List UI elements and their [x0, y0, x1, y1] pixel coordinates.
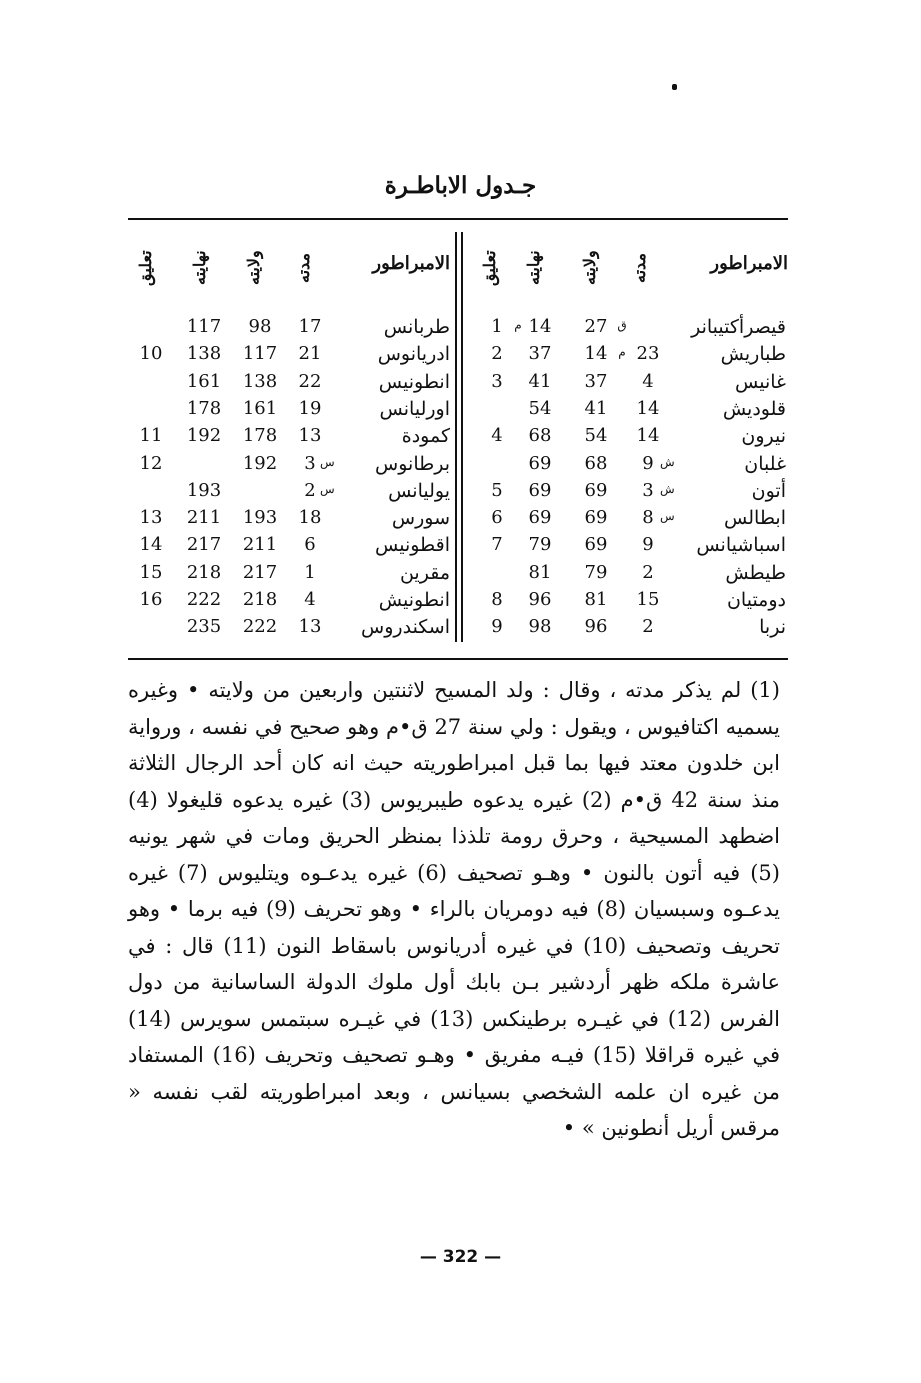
cell-accession: 81 [584, 589, 608, 610]
cell-duration: 13 [298, 425, 322, 447]
header-note: تعليق [136, 250, 155, 286]
cell-duration: 4 [642, 370, 654, 392]
cell-end: 41 [528, 370, 552, 392]
cell-end: 161 [186, 370, 222, 392]
cell-note: 10 [139, 343, 163, 365]
cell-end: 54 [528, 397, 552, 419]
cell-accession-suffix: ق [617, 318, 627, 332]
header-duration: مدته [294, 253, 313, 283]
header-end: نهايته [190, 250, 209, 286]
cell-emperor: طيطش [725, 561, 786, 584]
table-row [464, 534, 788, 561]
table-row [128, 371, 453, 398]
page-number: — 322 — [419, 1247, 502, 1267]
cell-duration: 14 [636, 397, 660, 419]
cell-accession: 117 [242, 343, 278, 365]
cell-accession: 178 [242, 425, 278, 447]
table-row [128, 562, 453, 589]
cell-duration-suffix: س [660, 509, 675, 524]
cell-end: 235 [186, 616, 222, 638]
cell-emperor: قلوديش [722, 397, 786, 420]
table-row [128, 534, 453, 561]
cell-end: 222 [186, 589, 222, 610]
cell-duration: 18 [298, 507, 322, 529]
cell-end: 69 [528, 507, 552, 529]
cell-duration: 14 [636, 425, 660, 447]
table-divider-line [461, 232, 463, 642]
cell-accession: 138 [242, 370, 278, 392]
cell-emperor: اسكندروس [361, 616, 450, 639]
cell-accession: 69 [584, 507, 608, 529]
cell-note: 2 [491, 343, 503, 365]
cell-note: 13 [139, 507, 163, 529]
table-row [128, 343, 453, 370]
cell-accession: 193 [242, 507, 278, 529]
table-row [128, 616, 453, 643]
table-row [128, 425, 453, 452]
cell-emperor: طربانس [383, 316, 450, 338]
cell-end: 218 [186, 561, 222, 583]
cell-end: 193 [186, 479, 222, 501]
cell-emperor: نيرون [741, 425, 786, 448]
cell-note: 3 [491, 370, 503, 392]
cell-emperor: دومتيان [726, 589, 786, 611]
header-note: تعليق [480, 250, 499, 286]
table-row [464, 480, 788, 507]
cell-duration: 8 [642, 507, 654, 529]
cell-accession: 218 [242, 589, 278, 610]
table-row [464, 616, 788, 643]
cell-accession: 211 [242, 534, 278, 556]
cell-duration: 3 [304, 452, 316, 474]
cell-duration: 6 [304, 534, 316, 556]
cell-note: 1 [491, 316, 503, 337]
cell-emperor: طباريش [720, 343, 786, 366]
cell-accession: 222 [242, 616, 278, 638]
cell-emperor: غانيس [735, 370, 786, 393]
table-row [464, 589, 788, 616]
cell-duration: 9 [642, 452, 654, 474]
table-row [464, 316, 788, 343]
header-emperor: الامبراطور [372, 253, 450, 274]
cell-end: 217 [186, 534, 222, 556]
cell-duration: 4 [304, 589, 316, 610]
cell-emperor: نربا [759, 616, 786, 639]
footnotes [128, 672, 780, 1147]
cell-accession: 98 [248, 316, 272, 337]
cell-accession: 96 [584, 616, 608, 638]
cell-duration-suffix: س [320, 481, 335, 496]
header-duration: مدته [630, 253, 649, 283]
cell-accession: 69 [584, 534, 608, 556]
cell-end: 69 [528, 452, 552, 474]
table-row [464, 371, 788, 398]
header-accession: ولايته [580, 250, 599, 286]
cell-emperor: انطونيش [378, 589, 450, 611]
cell-emperor: قيصرأكتيبانر [691, 316, 786, 338]
cell-emperor: أتون [751, 479, 786, 502]
table-row [464, 453, 788, 480]
cell-end-suffix: م [514, 318, 522, 332]
cell-end: 211 [186, 507, 222, 529]
cell-end: 138 [186, 343, 222, 365]
cell-emperor: برطانوس [375, 452, 450, 475]
cell-note: 8 [491, 589, 503, 610]
cell-note: 14 [139, 534, 163, 556]
cell-accession: 54 [584, 425, 608, 447]
cell-emperor: غلبان [744, 452, 786, 475]
cell-accession: 69 [584, 479, 608, 501]
cell-end: 178 [186, 397, 222, 419]
cell-accession-suffix: م [618, 345, 626, 360]
cell-accession: 79 [584, 561, 608, 583]
table-row [464, 507, 788, 534]
cell-duration: 13 [298, 616, 322, 638]
cell-duration: 1 [304, 561, 316, 583]
cell-accession: 161 [242, 397, 278, 419]
cell-emperor: ابطالس [724, 507, 786, 530]
cell-emperor: كمودة [401, 425, 450, 448]
cell-duration: 3 [642, 479, 654, 501]
cell-duration: 2 [642, 561, 654, 583]
cell-emperor: اقطونيس [374, 534, 450, 557]
cell-accession: 192 [242, 452, 278, 474]
cell-note: 12 [139, 452, 163, 474]
table-divider-line [455, 232, 457, 642]
header-end: نهايته [524, 250, 543, 286]
cell-accession: 41 [584, 397, 608, 419]
cell-accession: 37 [584, 370, 608, 392]
cell-end: 117 [186, 316, 222, 337]
cell-emperor: انطونيس [378, 370, 450, 393]
cell-note: 6 [491, 507, 503, 529]
cell-emperor: اسباشيانس [696, 534, 786, 557]
cell-accession: 14 [584, 343, 608, 365]
cell-duration-suffix: ش [660, 454, 675, 469]
cell-duration: 2 [642, 616, 654, 638]
cell-end: 37 [528, 343, 552, 365]
cell-duration: 21 [298, 343, 322, 365]
table-row [464, 343, 788, 370]
cell-end: 98 [528, 616, 552, 638]
footnotes-text: (1) لم يذكر مدته ، وقال : ولد المسيح لاثنتين واربعين من ولايته • وغيره يسميه اكتافيوس ، ويقول : ولي سنة 27 ق•م وهو صحيح في نفسه ، ورواية ابن خلدون معتد فيها بما قبل امبراطوريته حيث انه كان أحد الرجال الثلاثة منذ سنة 42 ق•م (2) غيره يدعوه طيبريوس (3) غيره يدعوه قليغولا (4) اضطهد المسيحية ، وحرق رومة تلذذا بمنظر الحريق ومات في شهر يونيه (5) فيه أتون بالنون • وهـو تصحيف (6) غيره يدعـوه ويتليوس (7) غيره يدعـوه وسبسيان (8) فيه دومريان بالراء • وهو تحريف (9) فيه برما • وهو تحريف وتصحيف (10) في غيره أدريانوس باسقاط النون (11) قال : في عاشرة ملكه ظهر أردشير بـن بابك أول ملوك الدولة الساسانية من دول الفرس (12) في غيـره برطينكس (13) في غيـره سبتمس سويرس (14) في غيره قراقلا (15) فيـه مفريق • وهـو تصحيف وتحريف (16) المستفاد من غيره ان علمه الشخصي بسيانس ، وبعد امبراطوريته لقب نفسه « مرقس أريل أنطونين » • [128, 678, 781, 1140]
cell-emperor: ادريانوس [377, 343, 450, 366]
table-row [128, 480, 453, 507]
header-emperor: الامبراطور [710, 253, 788, 274]
cell-end: 68 [528, 425, 552, 447]
table-row [128, 316, 453, 343]
cell-end: 96 [528, 589, 552, 610]
cell-emperor: سورس [391, 507, 450, 530]
table-row [128, 398, 453, 425]
cell-duration: 15 [636, 589, 660, 610]
cell-end: 192 [186, 425, 222, 447]
cell-end: 69 [528, 479, 552, 501]
cell-accession: 27 [584, 316, 608, 337]
table-top-rule [128, 218, 788, 220]
ink-dot [672, 84, 677, 90]
cell-duration: 22 [298, 370, 322, 392]
cell-accession: 68 [584, 452, 608, 474]
cell-note: 9 [491, 616, 503, 638]
table-row [464, 425, 788, 452]
cell-duration-suffix: ش [660, 481, 675, 496]
cell-accession: 217 [242, 561, 278, 583]
cell-end: 14 [528, 316, 552, 337]
cell-duration: 19 [298, 397, 322, 419]
table-bottom-rule [128, 658, 788, 660]
header-accession: ولايته [244, 250, 263, 286]
cell-duration: 2 [304, 479, 316, 501]
page-title: جـدول الاباطـرة [384, 172, 537, 199]
cell-note: 16 [139, 589, 163, 610]
cell-emperor: مقرين [399, 561, 450, 584]
table-row [128, 453, 453, 480]
cell-duration: 9 [642, 534, 654, 556]
table-row [128, 507, 453, 534]
cell-duration: 17 [298, 316, 322, 337]
cell-note: 5 [491, 479, 503, 501]
cell-note: 4 [491, 425, 503, 447]
cell-emperor: يوليانس [388, 479, 450, 502]
cell-end: 79 [528, 534, 552, 556]
cell-note: 11 [139, 425, 163, 447]
cell-duration-suffix: س [320, 454, 335, 469]
cell-note: 7 [491, 534, 503, 556]
cell-emperor: اورليانس [379, 397, 450, 420]
cell-note: 15 [139, 561, 163, 583]
cell-end: 81 [528, 561, 552, 583]
table-row [464, 398, 788, 425]
table-row [128, 589, 453, 616]
table-row [464, 562, 788, 589]
cell-duration: 23 [636, 343, 660, 365]
